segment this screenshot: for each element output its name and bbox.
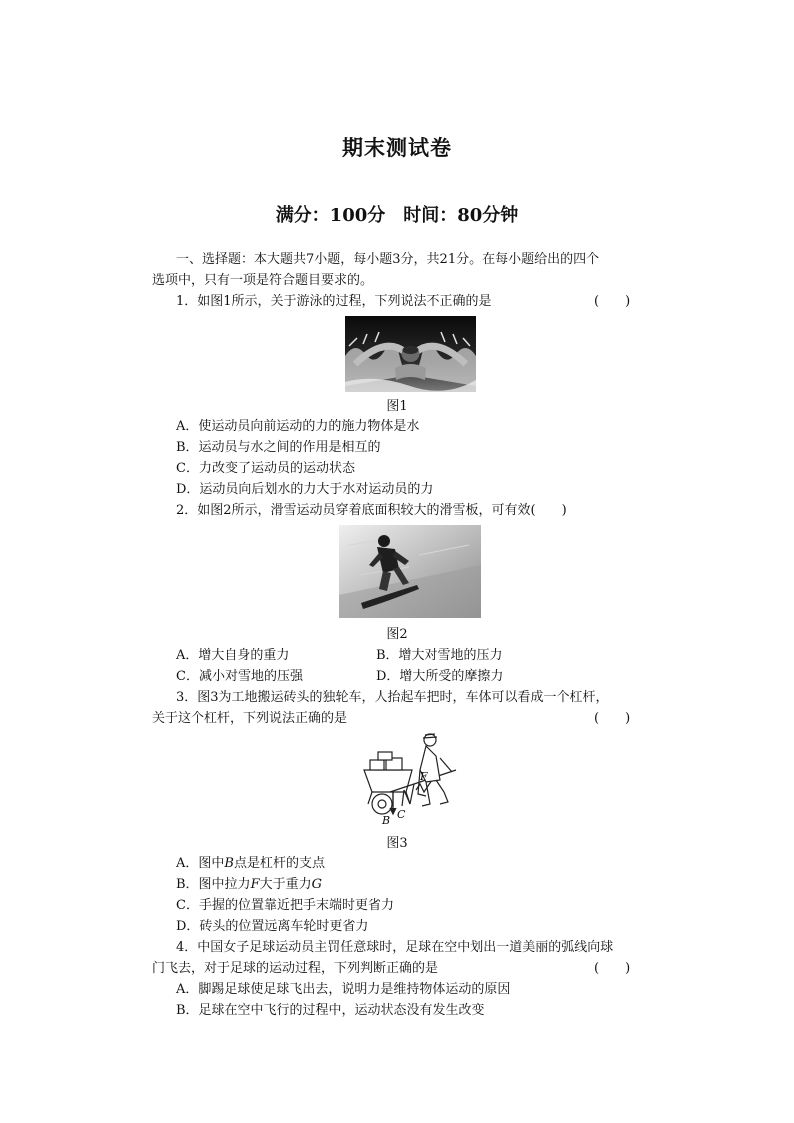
figure-2-caption: 图2 (386, 627, 408, 642)
q1-option-c: C．力改变了运动员的运动状态 (176, 461, 355, 476)
exam-info: 满分：100分 时间：80分钟 (275, 205, 519, 226)
q3-stem-line2: 关于这个杠杆，下列说法正确的是 (152, 711, 348, 726)
snowboarder-image (339, 525, 481, 618)
q1-option-b: B．运动员与水之间的作用是相互的 (176, 440, 381, 455)
q2-option-d: D．增大所受的摩擦力 (376, 669, 504, 684)
page-title: 期末测试卷 (342, 135, 452, 160)
q3-option-d: D．砖头的位置远离车轮时更省力 (176, 919, 369, 934)
label-f: F (420, 770, 428, 783)
q3-option-c: C．手握的位置靠近把手末端时更省力 (176, 898, 394, 913)
q2-option-c: C．减小对雪地的压强 (176, 669, 303, 684)
section-heading-line2: 选项中，只有一项是符合题目要求的。 (152, 273, 374, 288)
swimmer-image (345, 316, 476, 392)
q3-option-b: B．图中拉力F大于重力G (176, 877, 322, 892)
q1-option-d: D．运动员向后划水的力大于水对运动员的力 (176, 482, 434, 497)
label-c: C (397, 808, 406, 821)
q3-stem-line1: 3．图3为工地搬运砖头的独轮车，人抬起车把时，车体可以看成一个杠杆， (176, 690, 609, 705)
q4-stem-line2: 门飞去，对于足球的运动过程，下列判断正确的是 (152, 961, 439, 976)
q3-answer-blank: ( ) (594, 711, 631, 726)
q2-option-b: B．增大对雪地的压力 (376, 648, 503, 663)
q3-option-a: A．图中B点是杠杆的支点 (176, 856, 325, 871)
q4-stem-line1: 4．中国女子足球运动员主罚任意球时，足球在空中划出一道美丽的弧线向球 (176, 940, 614, 955)
q4-option-a: A．脚踢足球使足球飞出去，说明力是维持物体运动的原因 (176, 982, 511, 997)
section-heading-line1: 一、选择题：本大题共7小题，每小题3分，共21分。在每小题给出的四个 (176, 252, 600, 267)
figure-1-caption: 图1 (386, 399, 408, 414)
label-b: B (382, 814, 391, 827)
q1-option-a: A．使运动员向前运动的力的施力物体是水 (176, 419, 420, 434)
q2-option-a: A．增大自身的重力 (176, 648, 290, 663)
q1-answer-blank: ( ) (594, 294, 631, 309)
q4-option-b: B．足球在空中飞行的过程中，运动状态没有发生改变 (176, 1003, 485, 1018)
q1-stem: 1．如图1所示，关于游泳的过程，下列说法不正确的是 (176, 294, 492, 309)
q4-answer-blank: ( ) (594, 961, 631, 976)
wheelbarrow-diagram (360, 730, 460, 828)
figure-3-caption: 图3 (386, 836, 408, 851)
q2-stem: 2．如图2所示，滑雪运动员穿着底面积较大的滑雪板，可有效( ) (176, 503, 567, 518)
